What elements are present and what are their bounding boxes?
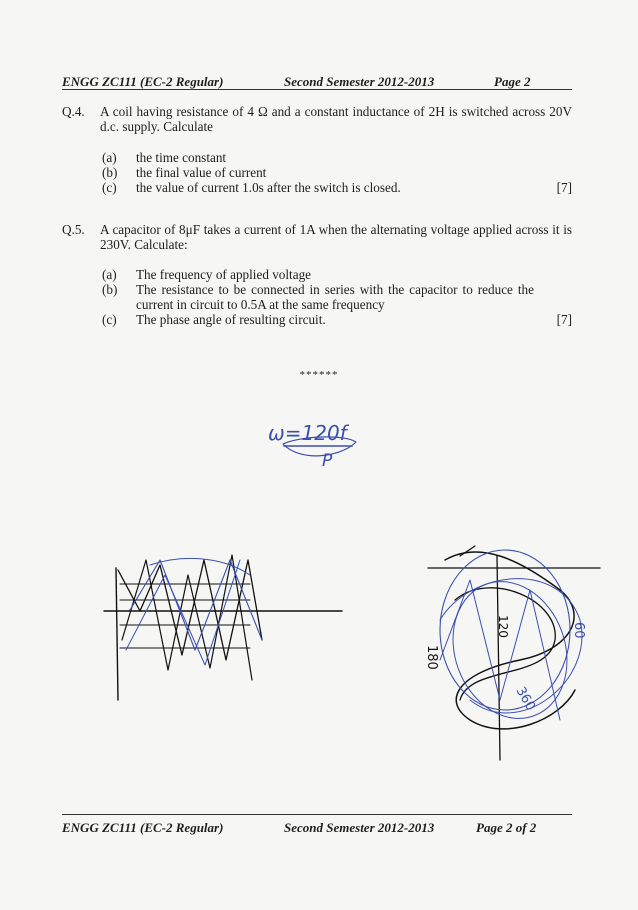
item-label: (b) — [102, 282, 118, 297]
angle-label-360: 360 — [512, 684, 538, 714]
item-text: the value of current 1.0s after the switch is closed. — [136, 180, 401, 195]
question-marks: [7] — [556, 312, 572, 327]
footer-page: Page 2 of 2 — [476, 820, 537, 835]
header-page: Page 2 — [494, 74, 531, 89]
question-stem: A capacitor of 8μF takes a current of 1A when the alternating voltage applied across it is 230V. Calculate: — [100, 222, 572, 252]
y-axis — [116, 568, 118, 700]
angle-label-180: 180 — [424, 645, 439, 670]
item-text: The phase angle of resulting circuit. — [136, 312, 326, 327]
item-text: The resistance to be connected in series with the capacitor to reduce the current in circuit to 0.5A at the same frequency — [136, 282, 534, 312]
footer-semester: Second Semester 2012-2013 — [284, 820, 435, 835]
question-stem: A coil having resistance of 4 Ω and a constant inductance of 2H is switched across 20V d.c. supply. Calculate — [100, 104, 572, 134]
item-label: (b) — [102, 165, 118, 180]
header-semester: Second Semester 2012-2013 — [284, 74, 435, 89]
question-number: Q.4. — [62, 104, 85, 119]
item-text: the time constant — [136, 150, 227, 165]
blue-zigzag-right — [440, 580, 560, 720]
formula-bottom: P — [322, 451, 333, 471]
right-waveform-sketch — [424, 546, 600, 760]
header-course: ENGG ZC111 (EC-2 Regular) — [62, 74, 224, 89]
item-text: The frequency of applied voltage — [136, 267, 312, 282]
item-label: (c) — [102, 180, 117, 195]
left-waveform-sketch — [104, 555, 342, 700]
formula-top: ω=120f — [268, 421, 347, 445]
black-zigzag-2 — [122, 555, 252, 680]
angle-label-60: 60 — [571, 622, 586, 639]
item-label: (a) — [102, 150, 117, 165]
question-number: Q.5. — [62, 222, 85, 237]
black-sine-loop-2 — [455, 588, 555, 700]
tick-mark — [460, 546, 475, 556]
question-marks: [7] — [556, 180, 572, 195]
footer-course: ENGG ZC111 (EC-2 Regular) — [62, 820, 224, 835]
footer-rule — [62, 814, 572, 815]
item-label: (a) — [102, 267, 117, 282]
item-text: the final value of current — [136, 165, 267, 180]
item-label: (c) — [102, 312, 117, 327]
blue-spiral — [440, 579, 582, 713]
angle-label-120: 120 — [496, 615, 510, 638]
end-marker: ****** — [299, 369, 339, 381]
handwritten-formula — [268, 421, 356, 471]
